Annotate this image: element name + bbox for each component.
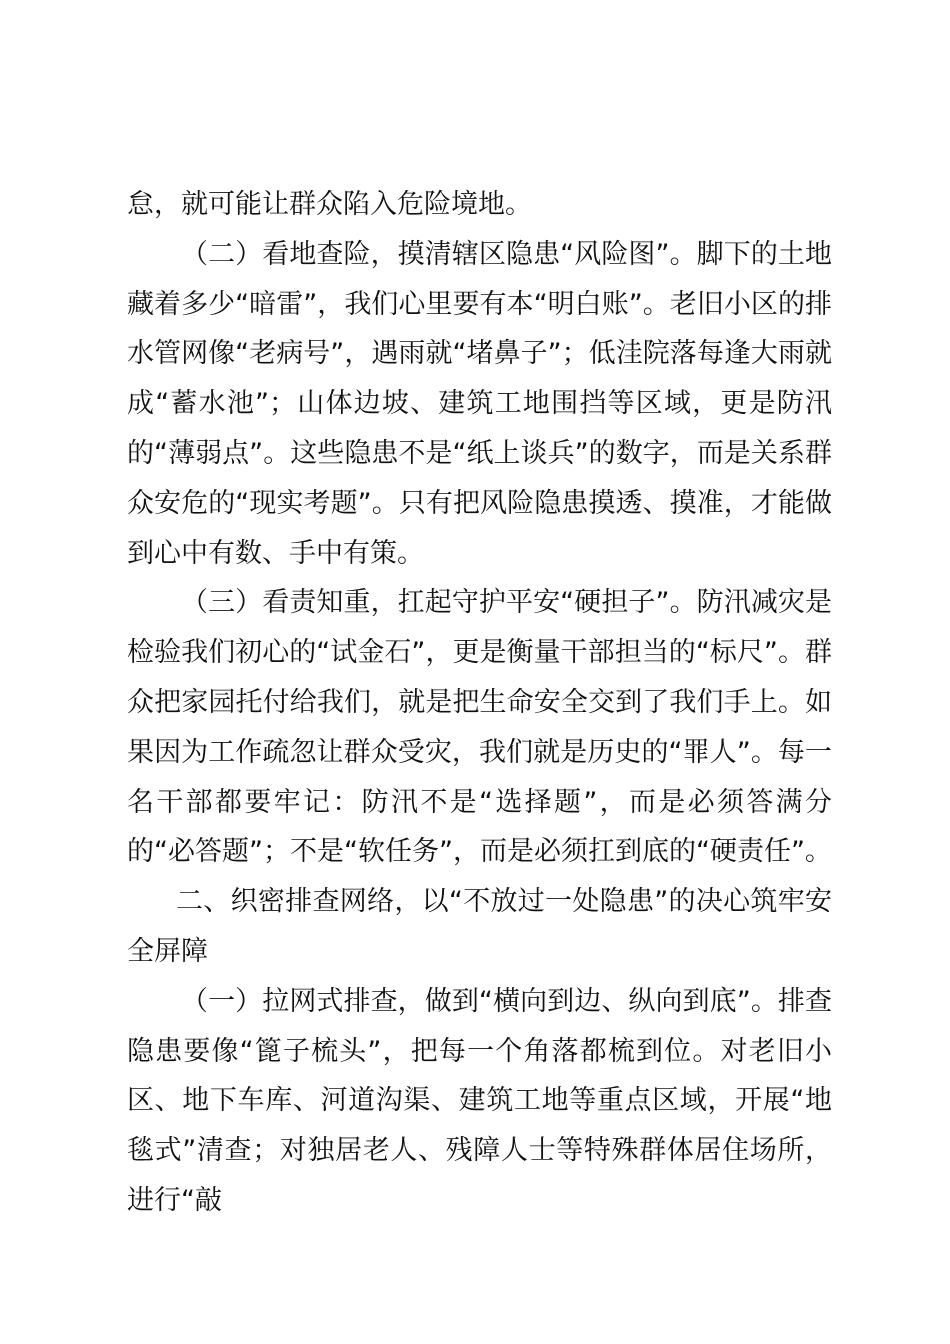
document-body — [127, 180, 832, 1226]
paragraph-risk-map: （二）看地查险，摸清辖区隐患“风险图”。脚下的土地藏着多少“暗雷”，我们心里要有本“明白账”。老旧小区的排水管网像“老病号”，遇雨就“堵鼻子”；低洼院落每逢大雨就成“蓄水池”；山体边坡、建筑工地围挡等区域，更是防汛的“薄弱点”。这些隐患不是“纸上谈兵”的数字，而是关系群众安危的“现实考题”。只有把风险隐患摸透、摸准，才能做到心中有数、手中有策。 — [127, 238, 832, 569]
section-heading-two: 二、织密排查网络，以“不放过一处隐患”的决心筑牢安全屏障 — [127, 886, 832, 967]
paragraph-continuation: 怠，就可能让群众陷入危险境地。 — [127, 189, 532, 220]
paragraph-inspection: （一）拉网式排查，做到“横向到边、纵向到底”。排查隐患要像“篦子梳头”，把每一个角落都梳到位。对老旧小区、地下车库、河道沟渠、建筑工地等重点区域，开展“地毯式”清查；对独居老人、残障人士等特殊群体居住场所，进行“敲 — [127, 985, 832, 1216]
paragraph-responsibility: （三）看责知重，扛起守护平安“硬担子”。防汛减灾是检验我们初心的“试金石”，更是衡量干部担当的“标尺”。群众把家园托付给我们，就是把生命安全交到了我们手上。如果因为工作疏忽让群众受灾，我们就是历史的“罪人”。每一名干部都要牢记：防汛不是“选择题”，而是必须答满分的“必答题”；不是“软任务”，而是必须扛到底的“硬责任”。 — [127, 587, 832, 868]
